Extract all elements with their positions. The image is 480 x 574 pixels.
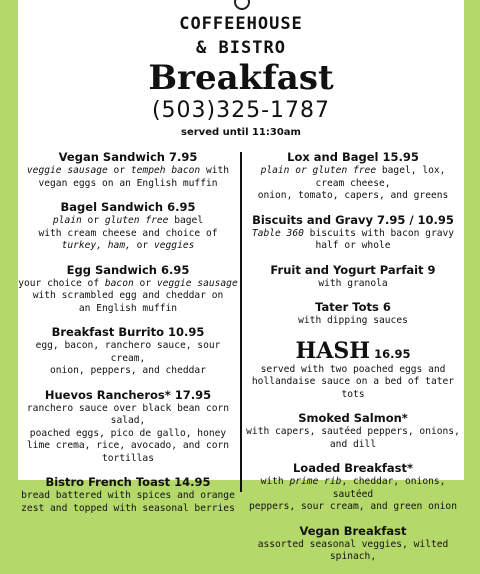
description-segment: bagel, lox, cream cheese, bbox=[315, 165, 446, 189]
menu-item-name: Smoked Salmon* bbox=[298, 411, 408, 425]
menu-item-description bbox=[244, 165, 462, 190]
menu-page bbox=[18, 0, 464, 562]
description-segment: with scrambled egg and cheddar on bbox=[32, 290, 224, 301]
description-segment: poached eggs, pico de gallo, honey bbox=[29, 427, 227, 439]
menu-item bbox=[18, 200, 238, 253]
description-segment: served with two poached eggs and bbox=[260, 363, 446, 375]
menu-item-name: Breakfast Burrito 10.95 bbox=[51, 325, 205, 339]
brand-name-line1: COFFEEHOUSE bbox=[179, 14, 303, 34]
menu-item-description bbox=[244, 315, 462, 328]
description-segment: with bbox=[200, 165, 230, 176]
menu-item-description bbox=[244, 190, 462, 203]
menu-item-name: Biscuits and Gravy 7.95 / 10.95 bbox=[252, 212, 454, 227]
description-segment: ranchero sauce over black bean corn salad, bbox=[26, 402, 230, 426]
description-segment: with bbox=[260, 476, 290, 487]
menu-item bbox=[244, 411, 462, 451]
menu-item-name: Huevos Rancheros* 17.95 bbox=[44, 387, 212, 402]
menu-item-description bbox=[18, 215, 238, 228]
description-segment: veggie sausage bbox=[26, 165, 108, 176]
description-segment: gluten free bbox=[104, 215, 169, 226]
menu-item-name: Vegan Breakfast bbox=[299, 523, 407, 538]
menu-item-name: Fruit and Yogurt Parfait 9 bbox=[270, 262, 436, 277]
menu-item-description bbox=[18, 365, 238, 378]
description-segment: with dipping sauces bbox=[298, 315, 408, 326]
description-segment: hollandaise sauce on a bed of tater tots bbox=[251, 376, 455, 400]
description-segment: assorted seasonal veggies, wilted spinach, bbox=[257, 538, 449, 562]
menu-item bbox=[244, 300, 462, 328]
menu-item-name: Loaded Breakfast* bbox=[292, 461, 414, 475]
description-segment: plain or gluten free bbox=[260, 165, 377, 176]
description-segment: egg, bacon, ranchero sauce, sour cream, bbox=[35, 340, 221, 364]
menu-item bbox=[244, 263, 462, 291]
menu-item-description bbox=[244, 376, 462, 401]
menu-item-description bbox=[244, 476, 462, 501]
description-segment: onion, peppers, and cheddar bbox=[50, 365, 206, 376]
menu-title: Breakfast bbox=[148, 58, 334, 98]
menu-item bbox=[18, 475, 238, 515]
description-segment: with granola bbox=[318, 277, 388, 289]
description-segment: vegan eggs on an English muffin bbox=[38, 177, 218, 189]
menu-item-description bbox=[244, 278, 462, 291]
description-segment: onion, tomato, capers, and greens bbox=[257, 190, 449, 201]
menu-item-name: Bistro French Toast 14.95 bbox=[45, 475, 211, 489]
description-segment: biscuits with bacon gravy bbox=[303, 227, 455, 239]
menu-item-description bbox=[18, 403, 238, 428]
description-segment: veggies bbox=[153, 240, 195, 251]
description-segment: bagel bbox=[168, 215, 204, 226]
description-segment: your choice of bbox=[18, 277, 105, 289]
description-segment: Table 360 bbox=[251, 227, 304, 239]
menu-item-description bbox=[18, 428, 238, 441]
phone-number: (503)325-1787 bbox=[151, 98, 331, 123]
menu-item bbox=[18, 388, 238, 466]
menu-item-description bbox=[244, 240, 462, 253]
menu-item-price: 16.95 bbox=[370, 346, 411, 361]
column-divider bbox=[240, 152, 242, 492]
description-segment: veggie sausage bbox=[156, 277, 238, 289]
served-hours: served until 11:30am bbox=[181, 127, 301, 138]
logo-mark-icon bbox=[234, 0, 250, 10]
menu-column-left bbox=[18, 150, 238, 525]
menu-item-description bbox=[18, 290, 238, 303]
description-segment: bread battered with spices and orange bbox=[21, 490, 235, 501]
menu-item-description bbox=[18, 503, 238, 516]
menu-item-name: Lox and Bagel 15.95 bbox=[287, 150, 419, 164]
menu-column-right bbox=[244, 150, 462, 574]
menu-item-name: Egg Sandwich 6.95 bbox=[66, 262, 190, 277]
menu-item bbox=[244, 150, 462, 203]
description-segment: lime crema, rice, avocado, and corn bbox=[26, 440, 230, 451]
menu-item-name bbox=[244, 338, 462, 364]
menu-item-description bbox=[244, 228, 462, 241]
menu-item-name: Tater Tots 6 bbox=[315, 300, 391, 314]
menu-item-description bbox=[18, 440, 238, 453]
description-segment: or bbox=[107, 165, 131, 176]
menu-item-description bbox=[18, 278, 238, 291]
description-segment: zest and topped with seasonal berries bbox=[21, 502, 235, 514]
menu-item bbox=[244, 213, 462, 253]
menu-item-description bbox=[18, 165, 238, 178]
description-segment: turkey, ham, bbox=[61, 240, 131, 251]
description-segment: , cheddar, onions, sautéed bbox=[332, 476, 446, 500]
description-segment: bacon bbox=[104, 277, 134, 289]
menu-item bbox=[244, 461, 462, 514]
menu-item-name: Bagel Sandwich 6.95 bbox=[60, 200, 196, 214]
menu-item-description bbox=[18, 228, 238, 241]
menu-item-description bbox=[18, 303, 238, 316]
description-segment: an English muffin bbox=[78, 302, 178, 314]
menu-item-description bbox=[244, 539, 462, 564]
description-segment: or bbox=[81, 215, 105, 226]
description-segment: prime rib bbox=[289, 476, 342, 487]
description-segment: and dill bbox=[329, 438, 377, 450]
description-segment: with capers, sautéed peppers, onions, bbox=[246, 426, 460, 437]
menu-item-description bbox=[244, 501, 462, 514]
menu-item bbox=[244, 338, 462, 402]
menu-item-description bbox=[244, 439, 462, 452]
menu-item-name: Vegan Sandwich 7.95 bbox=[58, 150, 198, 164]
description-segment: tempeh bacon bbox=[130, 165, 201, 176]
description-segment: or bbox=[130, 240, 154, 251]
menu-item-description bbox=[18, 178, 238, 191]
description-segment: peppers, sour cream, and green onion bbox=[249, 501, 457, 512]
menu-item-description bbox=[18, 340, 238, 365]
menu-item-description bbox=[18, 453, 238, 466]
menu-item-description bbox=[244, 364, 462, 377]
brand-name-line2: & BISTRO bbox=[196, 38, 286, 58]
menu-item bbox=[18, 263, 238, 316]
menu-item bbox=[18, 325, 238, 378]
description-segment: tortillas bbox=[102, 452, 154, 464]
menu-item bbox=[244, 524, 462, 564]
menu-item-description bbox=[18, 490, 238, 503]
description-segment: or bbox=[133, 277, 157, 289]
menu-item-description bbox=[244, 426, 462, 439]
hash-section-title: HASH bbox=[295, 337, 371, 364]
description-segment: plain bbox=[52, 215, 82, 226]
description-segment: half or whole bbox=[315, 240, 391, 251]
menu-item-description bbox=[18, 240, 238, 253]
description-segment: with cream cheese and choice of bbox=[38, 227, 218, 239]
menu-item bbox=[18, 150, 238, 190]
